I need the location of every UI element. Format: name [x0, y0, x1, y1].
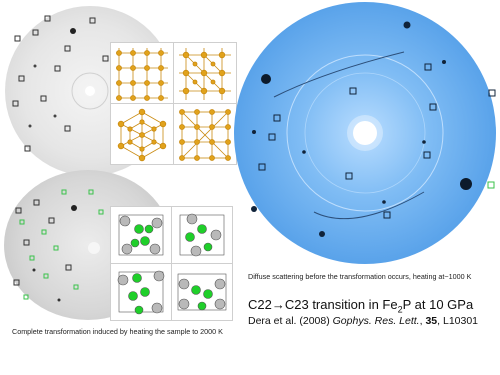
c22-structure-panel-2 [173, 42, 237, 104]
diffraction-pattern-blue [234, 2, 496, 264]
title-subscript: 2 [397, 304, 403, 315]
citation-journal: Gophys. Res. Lett. [332, 315, 420, 327]
caption-diffuse-scattering: Diffuse scattering before the transformation occurs, heating at~1000 K [248, 272, 472, 281]
citation [248, 315, 478, 327]
c22-structure-panel-3 [110, 103, 174, 165]
citation-authors-year: Dera et al. (2008) [248, 315, 333, 327]
c22-structure-panel-1 [110, 42, 174, 104]
citation-pages: , L10301 [437, 315, 479, 327]
c22-structure-panel-4 [173, 103, 237, 165]
arrow-icon: → [271, 297, 285, 312]
c23-structure-panel-2 [171, 206, 233, 264]
c23-structure-panel-4 [171, 263, 233, 321]
citation-volume: 35 [425, 315, 438, 327]
title-middle: C23 transition in Fe [284, 297, 398, 312]
citation-sep: , [419, 315, 426, 327]
caption-complete-transformation: Complete transformation induced by heating the sample to 2000 K [12, 327, 223, 336]
title-suffix: P at 10 GPa [402, 297, 474, 312]
title-prefix: C22 [248, 297, 272, 312]
c23-structure-panel-1 [110, 206, 172, 264]
figure-title [248, 297, 473, 315]
diffraction-spots-blue [234, 2, 496, 264]
c23-structure-panel-3 [110, 263, 172, 321]
